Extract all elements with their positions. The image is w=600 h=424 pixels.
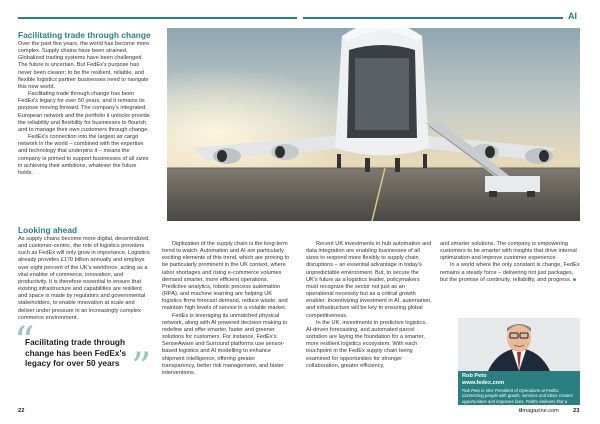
paragraph: FedEx's connection into the largest air cargo network in the world – combined with the expertise and technology that underpins it – means the company is primed to support businesses of all sizes in achieving their ambitions, whatever the future holds. <box>18 134 149 176</box>
paragraph: In the UK, investments in predictive logistics, AI-driven forecasting, and automated parcel sortation are laying the foundation for a smarter, more resilient logistics ecosystem. With each touchpoint in the FedEx supply chain being examined for opportunities for stronger collaboration, greater efficiency, <box>306 319 427 369</box>
author-name: Rob Peto <box>462 373 487 379</box>
site-rest: magazine.com <box>522 408 559 414</box>
site-prefix: tl <box>519 408 523 414</box>
pull-quote <box>14 319 154 391</box>
author-website: www.fedex.com <box>462 380 505 386</box>
paragraph <box>440 262 580 283</box>
heading-facilitating-trade: Facilitating trade through change <box>18 30 151 40</box>
magazine-website <box>519 408 559 414</box>
end-mark: ■ <box>572 276 576 283</box>
column-1-bottom <box>18 225 152 322</box>
author-portrait-illustration <box>458 318 580 371</box>
pull-quote-text: Facilitating trade through change has been FedEx's legacy for over 50 years <box>25 337 127 368</box>
author-portrait <box>458 318 580 371</box>
column-1-top <box>18 30 152 177</box>
top-rule-right <box>303 17 563 19</box>
paragraph: and smarter solutions. The company is empowering customers to be smarter with insights that drive internal optimization and improve customer experience. <box>440 241 577 262</box>
paragraph: Over the past five years, the world has become more complex. Supply chains have been strained. Globalized trading systems have been challenged. The future is uncertain. But FedEx's purpose has never been clearer; to be the resilient, reliable, and flexible logistics partner businesses need to navigate this new world. <box>18 41 150 90</box>
paragraph: Recent UK investments in hub automation and data integration are enabling businesses of all sizes to respond more flexibly to supply chain disruptions – an essential advantage in today's unpredictable environment. But, to secure the UK's future as a logistics leader, policymakers must recognize the sector not just as an operational necessity but as a critical growth enabler. Incentivizing investment in AI, automation, and infrastructure will be key to ensuring global competitiveness. <box>306 241 432 319</box>
cargo-plane-illustration <box>167 28 580 221</box>
paragraph: As supply chains become more digital, decentralized, and customer-centric, the role of logistics providers such as FedEx will only grow in importance. Logistics already provides £170 billion annually and employs over eight percent of the UK's workforce, acting as a vital enabler of commerce, innovation, and productivity. It is therefore essential to ensure that existing infrastructure and capabilities are resilient and space is made by regulators and governmental stakeholders, to enable innovation at scale and deliver under pressure in an increasingly complex commerce environment. <box>18 236 150 321</box>
column-2 <box>162 241 290 377</box>
cargo-plane-photo <box>167 28 580 221</box>
paragraph: Digitization of the supply chain is the long-term trend to watch. Automation and AI are particularly exciting elements of this trend, which are proving to be particularly prominent in the UK context, where labor shortages and rising e-commerce volumes demand smarter, more efficient operations. Predictive analytics, robotic process automation (RPA), and machine learning are helping UK logistics firms forecast demand, reduce waste, and maintain high levels of service in a volatile market. <box>162 241 290 312</box>
top-rule-left <box>18 17 297 19</box>
author-bio: Rob Peto is Vice President of Operations at FedEx. Connecting people with goods, services and ideas creates opportunities and improves lives. FedEx believes that a connected world is a better world, and that belief guides everything the company does. <box>462 388 573 415</box>
open-quote-icon: “ <box>14 319 35 365</box>
paragraph: Facilitating trade through change has been FedEx's legacy for over 50 years, and it remains its purpose moving forward. The company's integrated European network and the portfolio it unlocks provide the reliability and flexibility for businesses to flourish and to manage their own customers through change. <box>18 91 150 133</box>
section-tag: AI <box>568 11 577 21</box>
page-number-right: 23 <box>573 408 580 414</box>
heading-looking-ahead: Looking ahead <box>18 225 78 235</box>
page-number-left: 22 <box>18 408 25 414</box>
column-3 <box>306 241 432 370</box>
paragraph: FedEx is leveraging its unmatched physical network, along with AI powered decision making to redefine and offer smarter, faster and greener solutions for customers. For instance, FedEx's SenseAware and Surround platforms use sensor-based logistics and AI modelling to enhance shipment intelligence, offering greater transparency, better risk management, and faster interventions. <box>162 312 288 376</box>
paragraph-text: In a world where the only constant is change, FedEx remains a steady force – delivering not just packages, but the promise of continuity, reliability, and progress. <box>440 262 580 283</box>
close-quote-icon: ” <box>131 345 152 391</box>
column-4 <box>440 241 580 284</box>
